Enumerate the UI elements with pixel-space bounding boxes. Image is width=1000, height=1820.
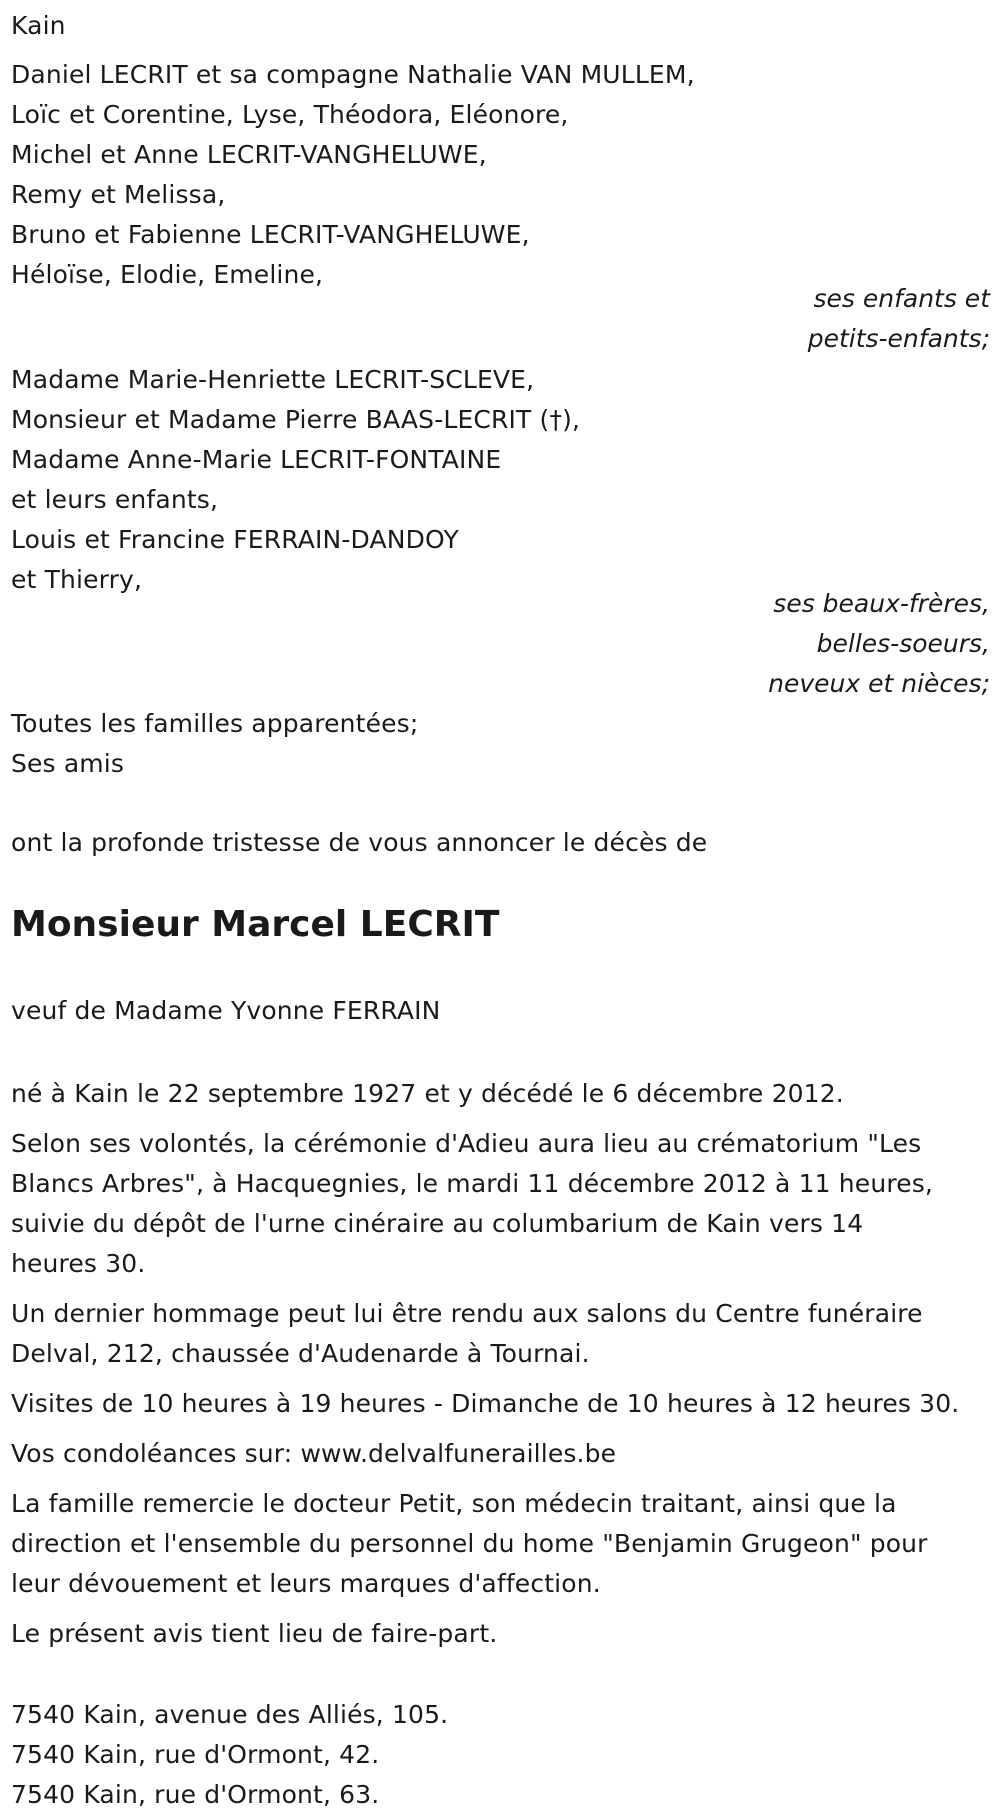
deceased-name: Monsieur Marcel LECRIT bbox=[11, 904, 500, 945]
ceremony-line: Blancs Arbres", à Hacquegnies, le mardi 11 décembre 2012 à 11 heures, bbox=[11, 1169, 933, 1198]
address-line: 7540 Kain, avenue des Alliés, 105. bbox=[11, 1700, 449, 1729]
family-role: ses beaux-frères, bbox=[773, 589, 990, 618]
thanks-line: direction et l'ensemble du personnel du home "Benjamin Grugeon" pour bbox=[11, 1529, 928, 1558]
family-line: Daniel LECRIT et sa compagne Nathalie VAN MULLEM, bbox=[11, 60, 695, 89]
family-line: Héloïse, Elodie, Emeline, bbox=[11, 260, 324, 289]
family-role: belles-soeurs, bbox=[816, 629, 990, 658]
family-line: et leurs enfants, bbox=[11, 485, 219, 514]
family-role: petits-enfants; bbox=[807, 324, 990, 353]
family-line: et Thierry, bbox=[11, 565, 143, 594]
address-line: 7540 Kain, rue d'Ormont, 42. bbox=[11, 1740, 380, 1769]
family-line: Madame Marie-Henriette LECRIT-SCLEVE, bbox=[11, 365, 535, 394]
homage-line: Delval, 212, chaussée d'Audenarde à Tournai. bbox=[11, 1339, 590, 1368]
thanks-line: leur dévouement et leurs marques d'affection. bbox=[11, 1569, 601, 1598]
family-role: ses enfants et bbox=[813, 284, 990, 313]
visits-line: Visites de 10 heures à 19 heures - Dimanche de 10 heures à 12 heures 30. bbox=[11, 1389, 960, 1418]
announcement-text: ont la profonde tristesse de vous annoncer le décès de bbox=[11, 828, 708, 857]
ceremony-line: Selon ses volontés, la cérémonie d'Adieu aura lieu au crématorium "Les bbox=[11, 1129, 922, 1158]
family-line: Toutes les familles apparentées; bbox=[11, 709, 419, 738]
family-line: Monsieur et Madame Pierre BAAS-LECRIT (†), bbox=[11, 405, 581, 434]
ceremony-line: suivie du dépôt de l'urne cinéraire au columbarium de Kain vers 14 bbox=[11, 1209, 864, 1238]
family-role: neveux et nièces; bbox=[768, 669, 990, 698]
family-line: Loïc et Corentine, Lyse, Théodora, Eléonore, bbox=[11, 100, 569, 129]
family-line: Ses amis bbox=[11, 749, 125, 778]
family-line: Bruno et Fabienne LECRIT-VANGHELUWE, bbox=[11, 220, 530, 249]
location-label: Kain bbox=[11, 11, 66, 40]
homage-line: Un dernier hommage peut lui être rendu aux salons du Centre funéraire bbox=[11, 1299, 923, 1328]
family-line: Madame Anne-Marie LECRIT-FONTAINE bbox=[11, 445, 502, 474]
family-line: Remy et Melissa, bbox=[11, 180, 226, 209]
birth-death-line: né à Kain le 22 septembre 1927 et y décédé le 6 décembre 2012. bbox=[11, 1079, 844, 1108]
thanks-line: La famille remercie le docteur Petit, son médecin traitant, ainsi que la bbox=[11, 1489, 897, 1518]
address-line: 7540 Kain, rue d'Ormont, 63. bbox=[11, 1780, 380, 1809]
notice-line: Le présent avis tient lieu de faire-part. bbox=[11, 1619, 498, 1648]
ceremony-line: heures 30. bbox=[11, 1249, 146, 1278]
family-line: Michel et Anne LECRIT-VANGHELUWE, bbox=[11, 140, 487, 169]
spouse-line: veuf de Madame Yvonne FERRAIN bbox=[11, 996, 441, 1025]
condolences-line: Vos condoléances sur: www.delvalfunerailles.be bbox=[11, 1439, 617, 1468]
family-line: Louis et Francine FERRAIN-DANDOY bbox=[11, 525, 459, 554]
